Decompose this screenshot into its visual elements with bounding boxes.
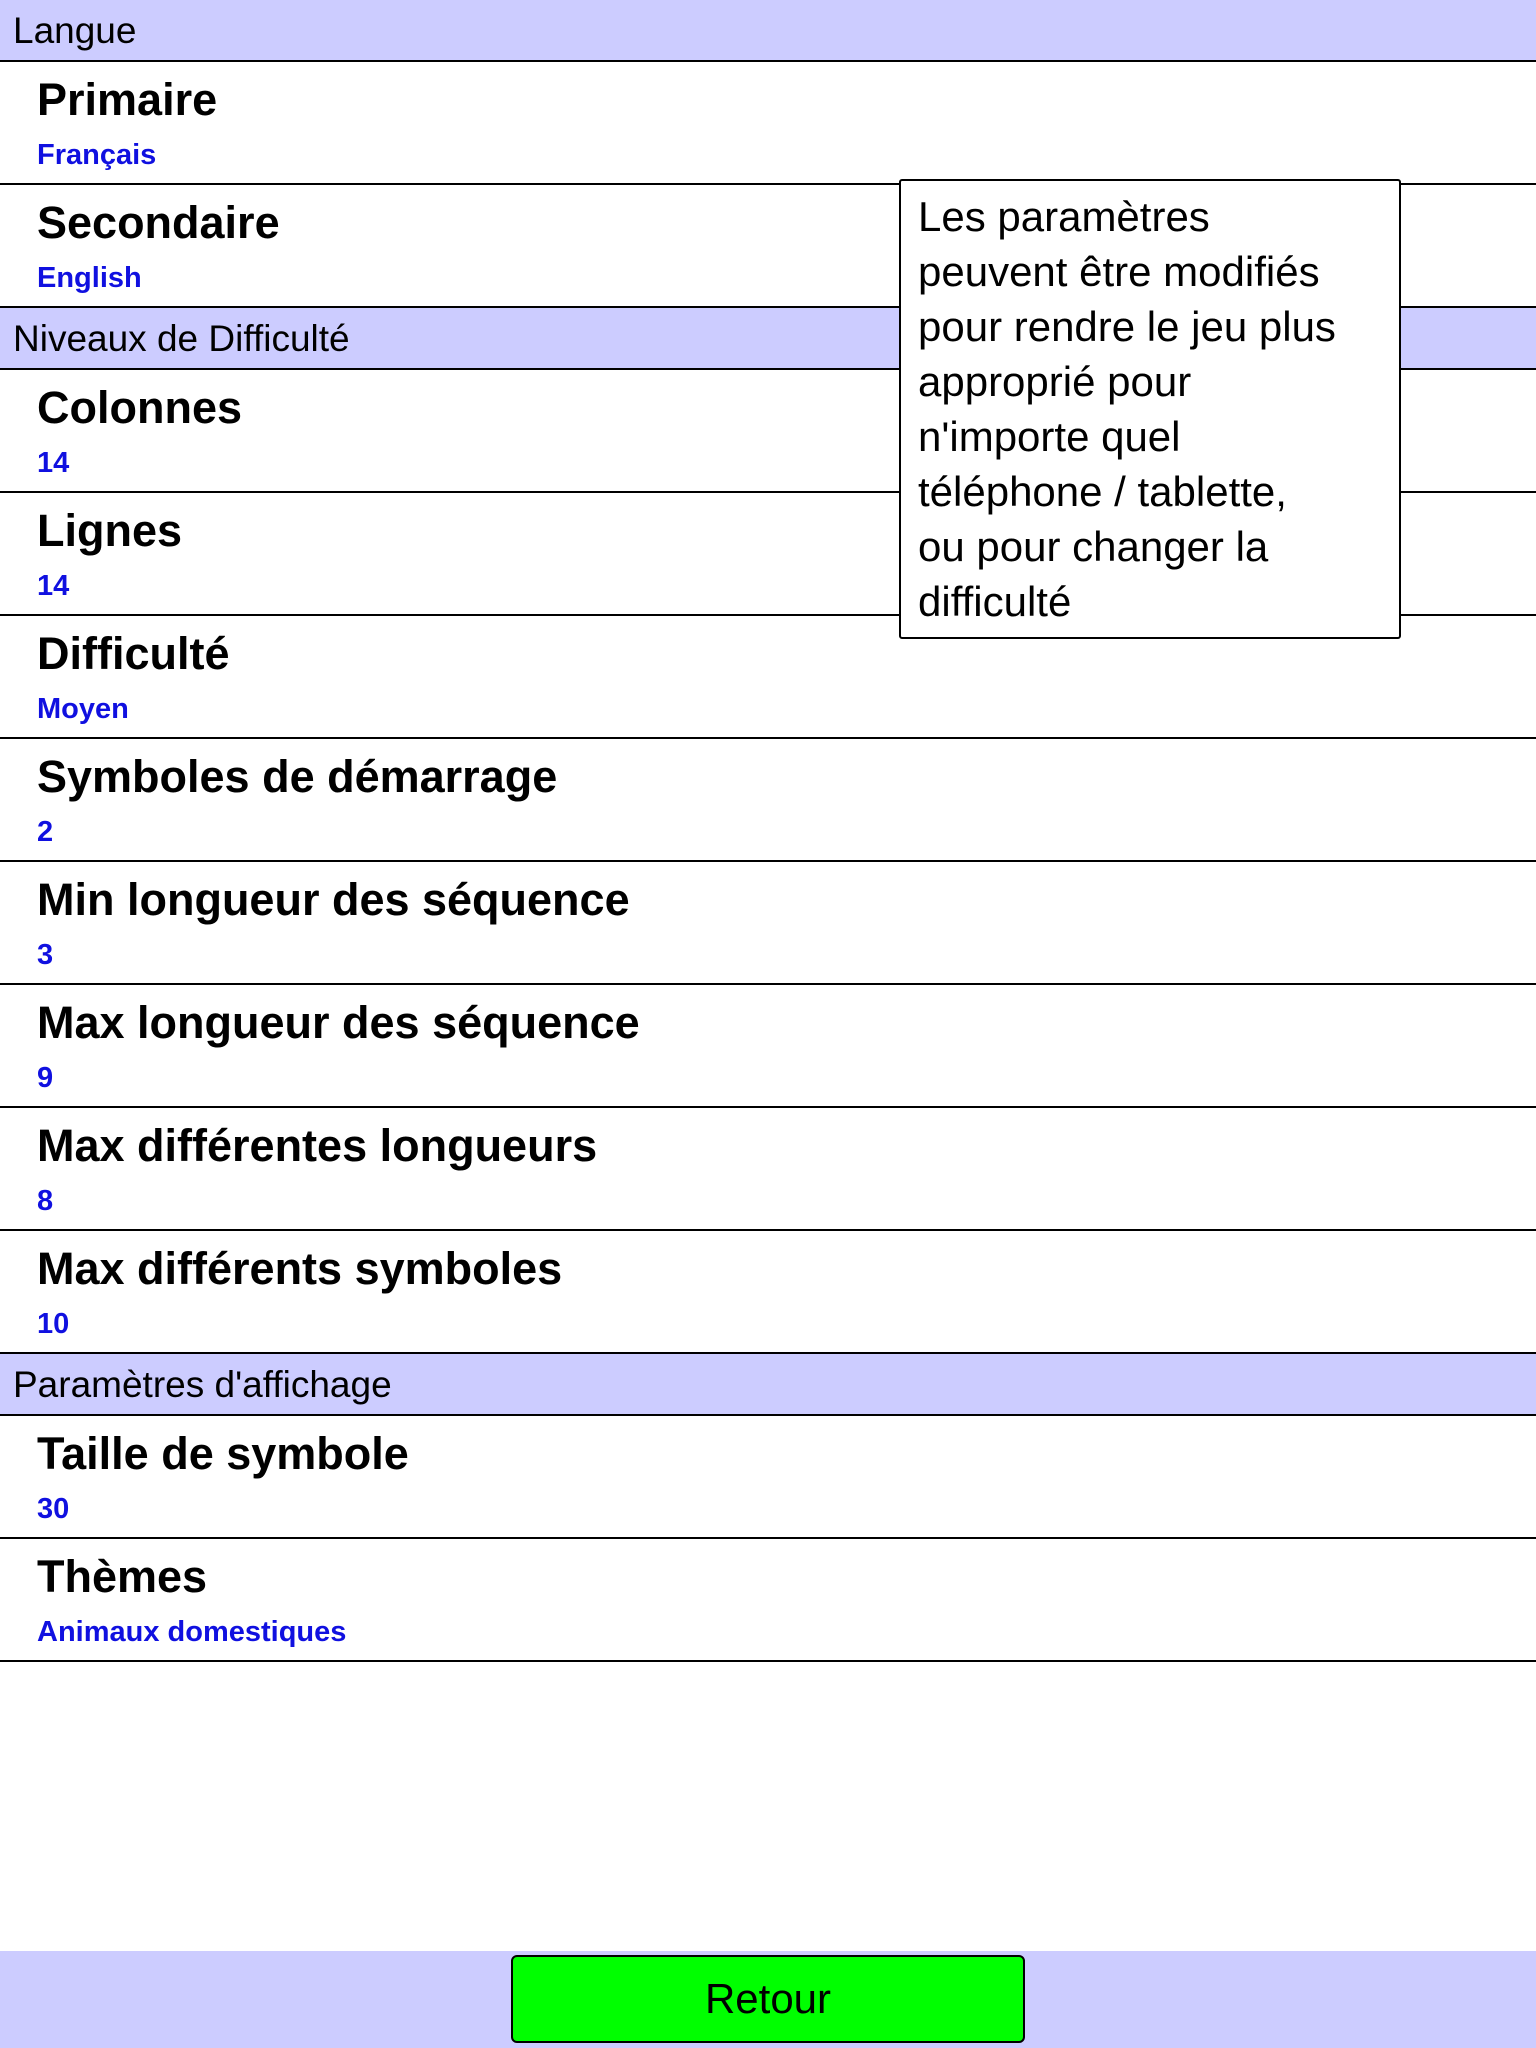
setting-symbol-size[interactable]: [0, 1416, 1536, 1539]
setting-label: Max différents symboles: [37, 1243, 563, 1294]
setting-value: Français: [37, 139, 157, 171]
setting-start-symbols[interactable]: [0, 739, 1536, 862]
setting-value: English: [37, 262, 142, 294]
setting-label: Difficulté: [37, 628, 230, 679]
tooltip-line: ou pour changer la: [918, 523, 1269, 570]
setting-label: Symboles de démarrage: [37, 751, 558, 802]
section-header-display-settings: Paramètres d'affichage: [0, 1354, 1536, 1416]
setting-value: 14: [37, 447, 70, 479]
setting-label: Max longueur des séquence: [37, 997, 640, 1048]
tooltip-line: peuvent être modifiés: [918, 248, 1320, 295]
setting-label: Primaire: [37, 74, 218, 125]
setting-max-sequence-length[interactable]: [0, 985, 1536, 1108]
setting-max-different-symbols[interactable]: [0, 1231, 1536, 1354]
tooltip-line: téléphone / tablette,: [918, 468, 1287, 515]
setting-max-different-lengths[interactable]: [0, 1108, 1536, 1231]
setting-themes[interactable]: [0, 1539, 1536, 1662]
setting-value: 2: [37, 816, 54, 848]
setting-min-sequence-length[interactable]: [0, 862, 1536, 985]
tooltip-line: pour rendre le jeu plus: [918, 303, 1336, 350]
setting-label: Lignes: [37, 505, 183, 556]
tooltip-line: difficulté: [918, 578, 1072, 625]
setting-label: Min longueur des séquence: [37, 874, 630, 925]
setting-label: Max différentes longueurs: [37, 1120, 598, 1171]
setting-label: Thèmes: [37, 1551, 208, 1602]
tooltip-line: Les paramètres: [918, 193, 1210, 240]
setting-label: Colonnes: [37, 382, 243, 433]
setting-value: 9: [37, 1062, 54, 1094]
setting-value: Moyen: [37, 693, 129, 725]
section-header-difficulty-levels: Niveaux de Difficulté: [0, 308, 1536, 370]
setting-value: 3: [37, 939, 54, 971]
setting-label: Secondaire: [37, 197, 280, 248]
setting-label: Taille de symbole: [37, 1428, 409, 1479]
settings-tooltip: [899, 179, 1401, 639]
setting-value: 14: [37, 570, 70, 602]
back-button[interactable]: Retour: [511, 1955, 1025, 2043]
setting-primary-language[interactable]: [0, 62, 1536, 185]
tooltip-line: n'importe quel: [918, 413, 1181, 460]
setting-value: 10: [37, 1308, 70, 1340]
setting-value: Animaux domestiques: [37, 1616, 347, 1648]
setting-value: 8: [37, 1185, 54, 1217]
setting-value: 30: [37, 1493, 70, 1525]
section-header-language: Langue: [0, 0, 1536, 62]
tooltip-line: approprié pour: [918, 358, 1192, 405]
